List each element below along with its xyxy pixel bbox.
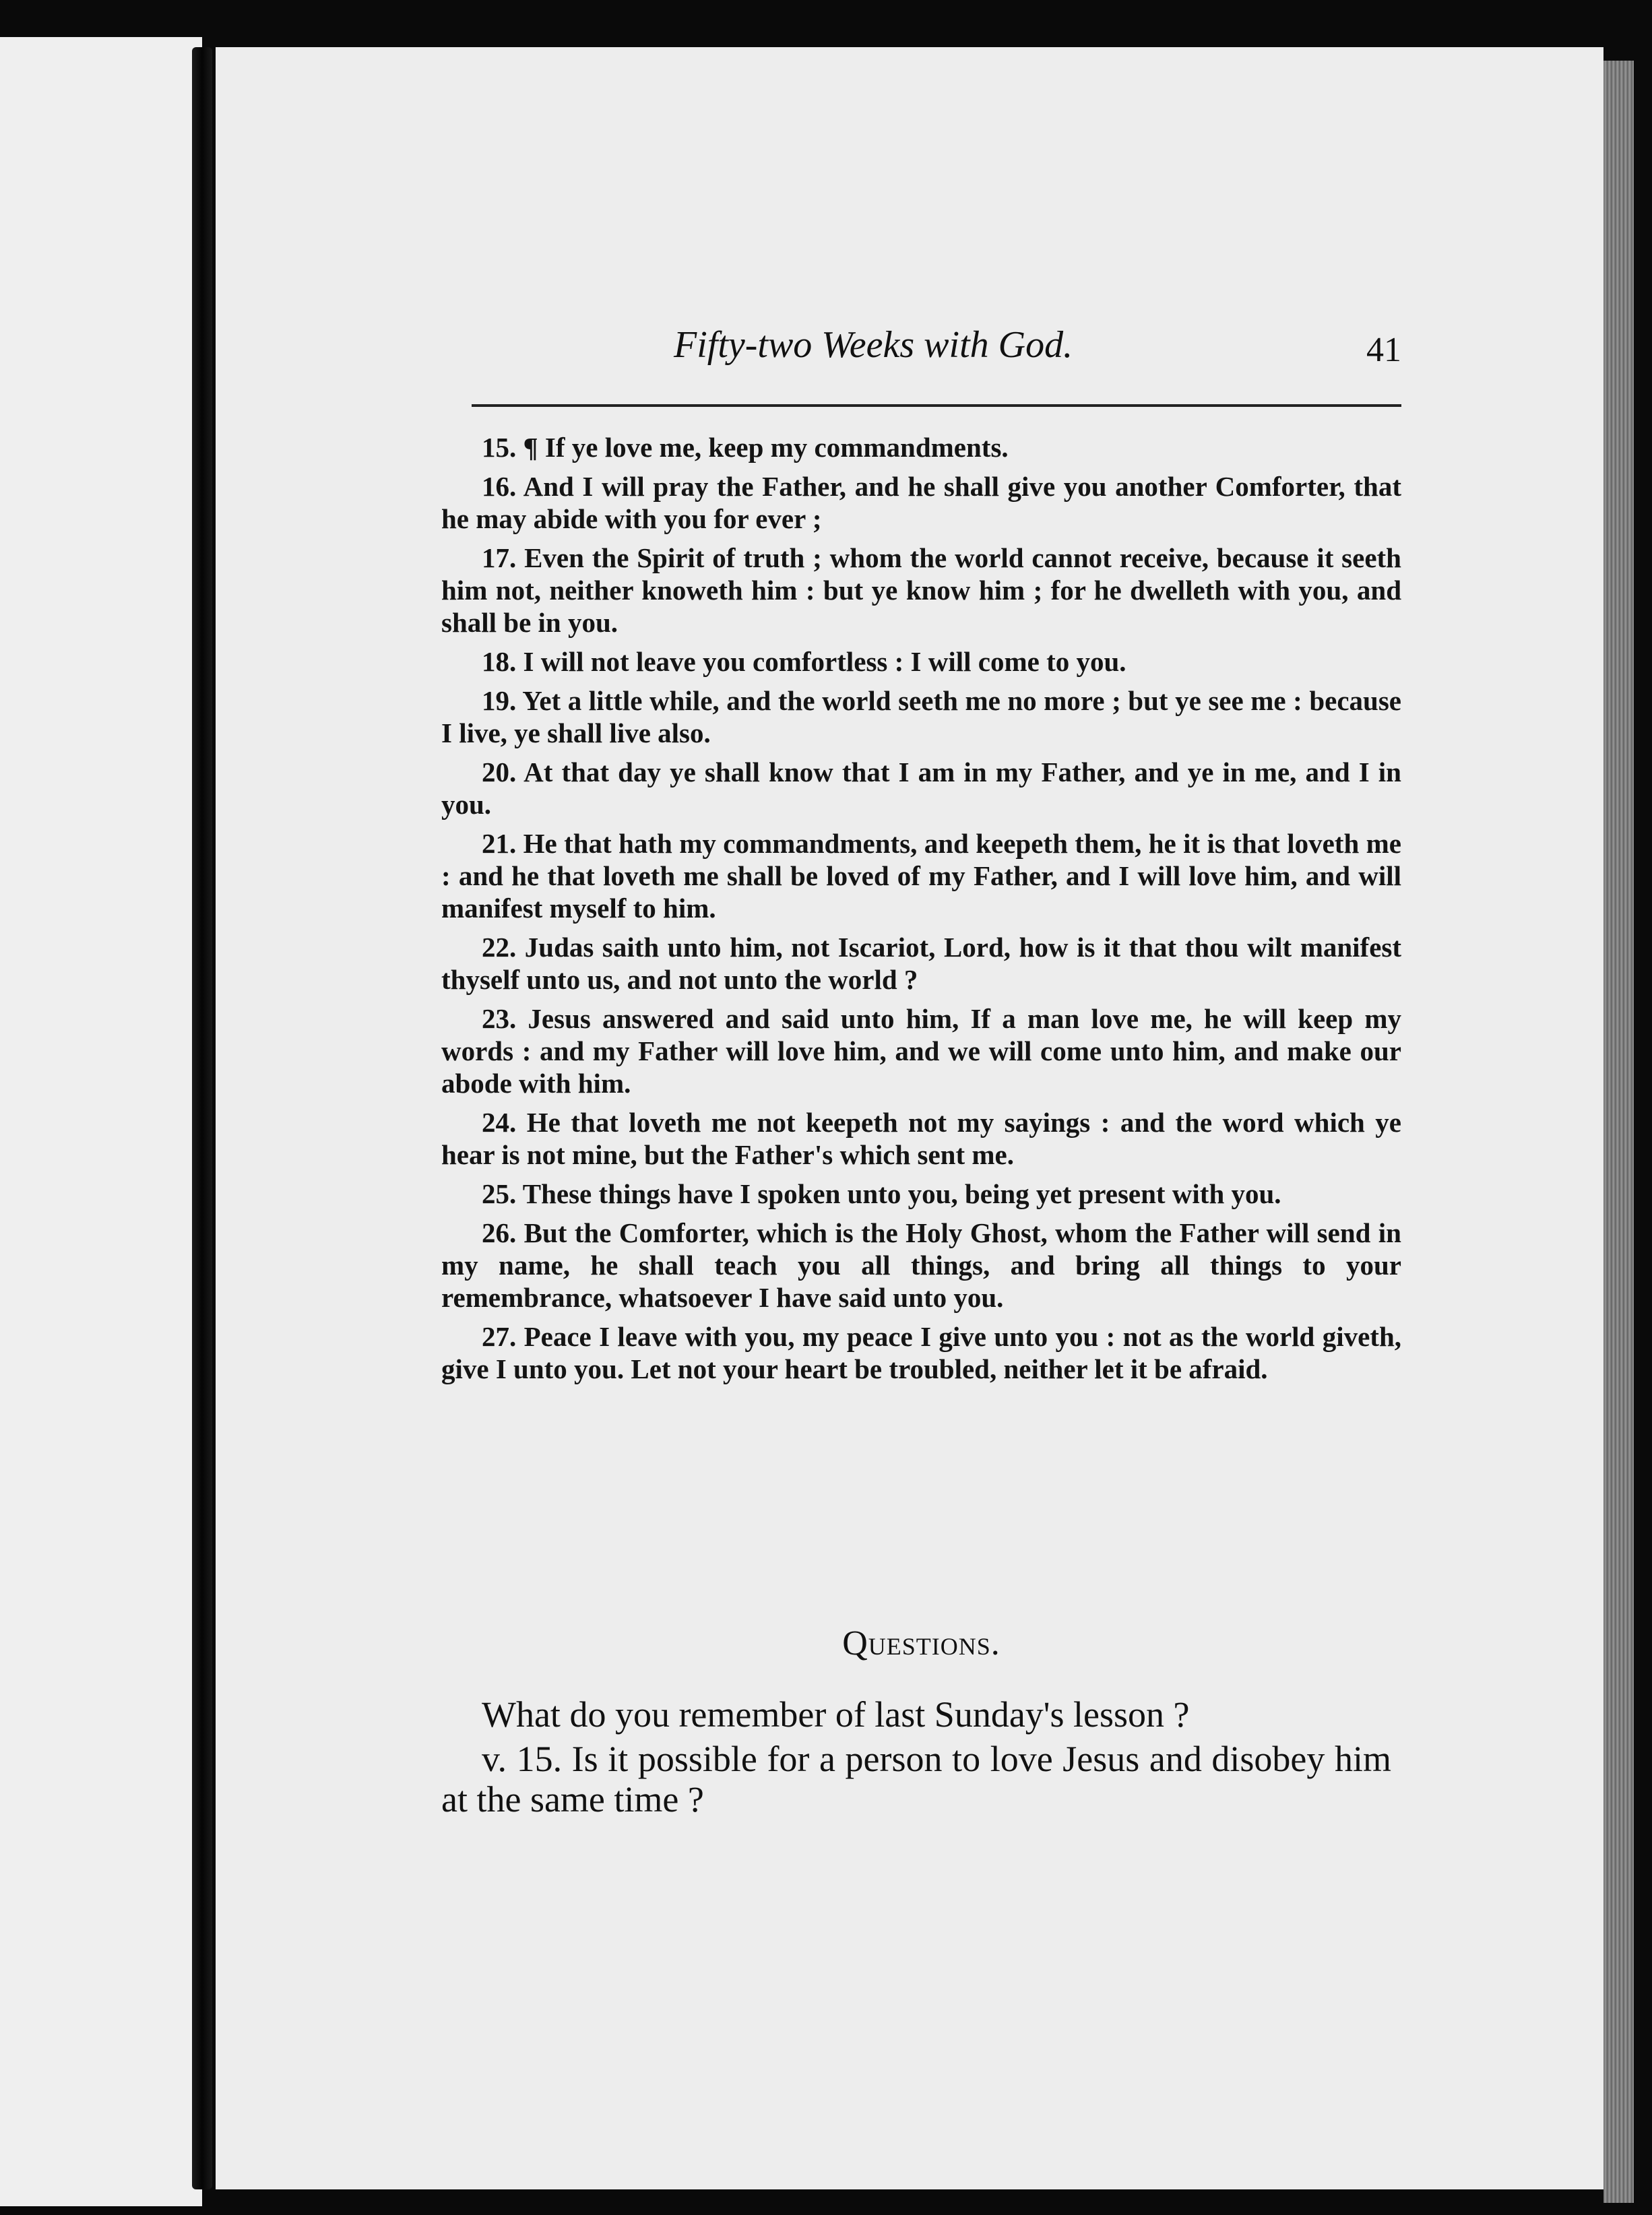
question-2: v. 15. Is it possible for a person to love Jesus and disobey him at the same time ? bbox=[441, 1739, 1391, 1820]
verse-17: 17. Even the Spirit of truth ; whom the world cannot receive, because it seeth him not, neither knoweth him : but ye know him ; for he dwelleth with you, and shall be in you. bbox=[441, 542, 1401, 638]
verse-19: 19. Yet a little while, and the world seeth me no more ; but ye see me : because I live, ye shall live also. bbox=[441, 685, 1401, 748]
verse-16: 16. And I will pray the Father, and he shall give you another Comforter, that he may abide with you for ever ; bbox=[441, 471, 1401, 534]
verse-18: 18. I will not leave you comfortless : I will come to you. bbox=[482, 646, 1126, 677]
facing-page bbox=[0, 37, 202, 2206]
verse-20: 20. At that day ye shall know that I am in my Father, and ye in me, and I in you. bbox=[441, 757, 1401, 820]
verse-15: 15. ¶ If ye love me, keep my commandments. bbox=[482, 432, 1009, 463]
questions-list bbox=[441, 1694, 1391, 1824]
verse-27: 27. Peace I leave with you, my peace I give unto you : not as the world giveth, give I unto you. Let not your heart be troubled, neither let it be afraid. bbox=[441, 1321, 1401, 1384]
running-head: Fifty-two Weeks with God. bbox=[674, 324, 1073, 366]
scripture-verses bbox=[441, 431, 1401, 1392]
verse-21: 21. He that hath my commandments, and keepeth them, he it is that loveth me : and he that loveth me shall be loved of my Father, and I will love him, and will manifest myself to him. bbox=[441, 828, 1401, 924]
verse-24: 24. He that loveth me not keepeth not my sayings : and the word which ye hear is not mine, but the Father's which sent me. bbox=[441, 1107, 1401, 1170]
verse-26: 26. But the Comforter, which is the Holy Ghost, whom the Father will send in my name, he shall teach you all things, and bring all things to your remembrance, whatsoever I have said unto you. bbox=[441, 1217, 1401, 1313]
questions-heading: Questions. bbox=[842, 1624, 1000, 1663]
question-1: What do you remember of last Sunday's lesson ? bbox=[482, 1694, 1190, 1735]
verse-23: 23. Jesus answered and said unto him, If a man love me, he will keep my words : and my Father will love him, and we will come unto him, and make our abode with him. bbox=[441, 1003, 1401, 1099]
header-rule bbox=[472, 404, 1401, 407]
page-number: 41 bbox=[1366, 331, 1401, 369]
page-header bbox=[674, 317, 1401, 377]
verse-25: 25. These things have I spoken unto you, being yet present with you. bbox=[482, 1178, 1281, 1209]
page-edges bbox=[1603, 61, 1634, 2203]
book-spine bbox=[192, 47, 212, 2189]
verse-22: 22. Judas saith unto him, not Iscariot, Lord, how is it that thou wilt manifest thyself unto us, and not unto the world ? bbox=[441, 932, 1401, 995]
